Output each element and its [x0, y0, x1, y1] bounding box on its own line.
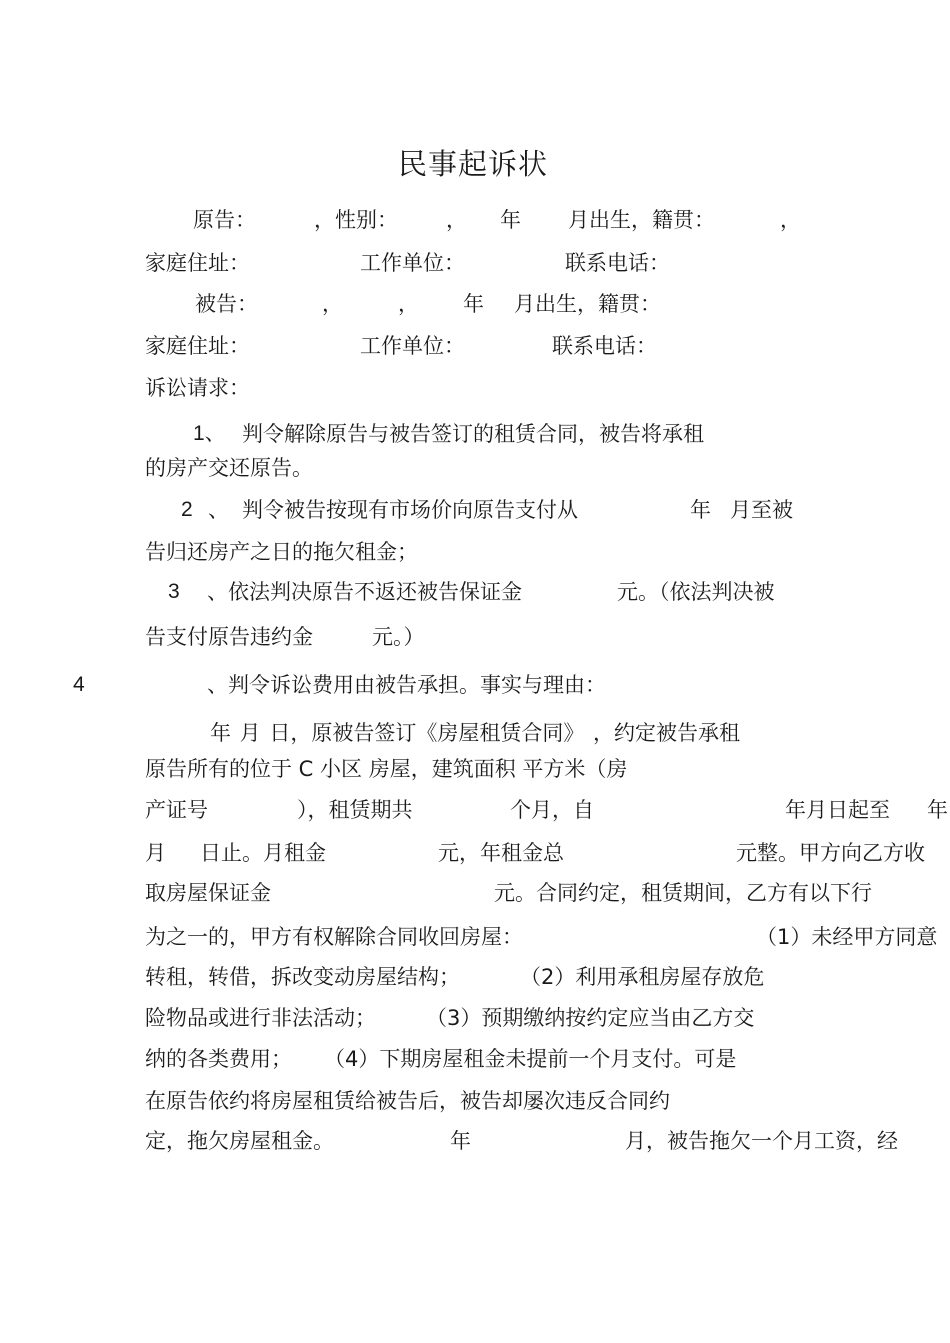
- facts-line-3-b: ），租赁期共: [297, 798, 413, 822]
- facts-line-8-a: 险物品或进行非法活动；: [145, 1006, 376, 1030]
- plaintiff-label: 原告：: [193, 208, 256, 232]
- plaintiff-comma: ，: [446, 208, 467, 232]
- claim-2-text: 判令被告按现有市场价向原告支付从: [242, 498, 578, 522]
- claim-3-text-cont: 告支付原告违约金: [145, 625, 313, 649]
- facts-line-3-a: 产证号: [145, 798, 208, 822]
- facts-line-10: 在原告依约将房屋租赁给被告后，被告却屡次违反合同约: [145, 1089, 670, 1113]
- facts-line-4-c: 元，年租金总: [438, 841, 564, 865]
- plaintiff-work-label: 工作单位：: [360, 251, 465, 275]
- defendant-birth-label: 月出生，籍贯：: [514, 292, 661, 316]
- facts-line-1: 年 月 日，原被告签订《房屋租赁合同》 ，约定被告承租: [210, 721, 741, 745]
- facts-line-3-e: 年: [927, 798, 948, 822]
- defendant-work-label: 工作单位：: [360, 334, 465, 358]
- claim-4-text: 、判令诉讼费用由被告承担。事实与理由：: [207, 673, 606, 697]
- defendant-year-label: 年: [463, 292, 484, 316]
- facts-line-4-a: 月: [145, 841, 166, 865]
- facts-line-6-b: （1）未经甲方同意: [756, 925, 938, 949]
- claim-3-tail: 元。（依法判决被: [617, 580, 775, 604]
- facts-line-5-a: 取房屋保证金: [145, 881, 271, 905]
- facts-line-9-b: （4）下期房屋租金未提前一个月支付。可是: [324, 1047, 737, 1071]
- page-title: 民事起诉状: [398, 147, 549, 181]
- defendant-comma-1: ，: [322, 292, 343, 316]
- plaintiff-phone-label: 联系电话：: [565, 251, 670, 275]
- claim-1-text-cont: 的房产交还原告。: [145, 456, 313, 480]
- facts-line-11-b: 年: [450, 1129, 471, 1153]
- claims-heading: 诉讼请求：: [145, 376, 250, 400]
- facts-line-11-c: 月，被告拖欠一个月工资，经: [625, 1129, 898, 1153]
- facts-line-3-d: 年月日起至: [785, 798, 890, 822]
- claim-3-number: 3: [168, 580, 180, 603]
- facts-line-7-a: 转租，转借，拆改变动房屋结构；: [145, 965, 460, 989]
- claim-2-year: 年: [690, 498, 711, 522]
- claim-2-text-cont: 告归还房产之日的拖欠租金；: [145, 540, 418, 564]
- facts-line-2: 原告所有的位于 C 小区 房屋，建筑面积 平方米（房: [145, 757, 628, 781]
- facts-line-3-c: 个月，自: [510, 798, 594, 822]
- facts-line-4-b: 日止。月租金: [200, 841, 326, 865]
- plaintiff-gender-label: ，性别：: [314, 208, 398, 232]
- plaintiff-birth-label: 月出生，籍贯：: [568, 208, 715, 232]
- facts-line-6-a: 为之一的，甲方有权解除合同收回房屋：: [145, 925, 523, 949]
- claim-4-number: 4: [73, 673, 85, 696]
- claim-3-text-cont-tail: 元。）: [372, 625, 425, 649]
- defendant-comma-2: ，: [398, 292, 419, 316]
- facts-line-4-d: 元整。甲方向乙方收: [736, 841, 925, 865]
- facts-line-5-b: 元。合同约定，租赁期间，乙方有以下行: [494, 881, 872, 905]
- claim-3-text: 、依法判决原告不返还被告保证金: [207, 580, 522, 604]
- plaintiff-end-comma: ，: [780, 208, 801, 232]
- claim-1-text: 判令解除原告与被告签订的租赁合同，被告将承租: [242, 422, 704, 446]
- facts-line-11-a: 定，拖欠房屋租金。: [145, 1129, 334, 1153]
- claim-2-separator: 、: [208, 498, 229, 522]
- defendant-label: 被告：: [195, 292, 258, 316]
- claim-1-number: 1、: [193, 422, 226, 445]
- claim-2-number: 2: [181, 498, 193, 521]
- plaintiff-address-label: 家庭住址：: [145, 251, 250, 275]
- facts-line-7-b: （2）利用承租房屋存放危: [520, 965, 765, 989]
- facts-line-9-a: 纳的各类费用；: [145, 1047, 292, 1071]
- claim-2-tail: 月至被: [730, 498, 793, 522]
- facts-line-8-b: （3）预期缴纳按约定应当由乙方交: [426, 1006, 755, 1030]
- defendant-phone-label: 联系电话：: [552, 334, 657, 358]
- defendant-address-label: 家庭住址：: [145, 334, 250, 358]
- plaintiff-year-label: 年: [500, 208, 521, 232]
